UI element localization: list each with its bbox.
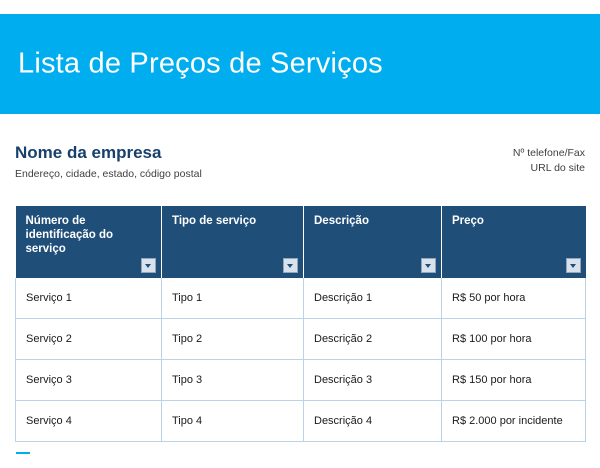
cell-service-id: Serviço 2 bbox=[16, 319, 162, 360]
company-website: URL do site bbox=[530, 162, 585, 174]
cell-description: Descrição 3 bbox=[304, 360, 442, 401]
cell-price: R$ 100 por hora bbox=[442, 319, 586, 360]
company-name: Nome da empresa bbox=[15, 143, 162, 162]
cell-description: Descrição 1 bbox=[304, 278, 442, 319]
cell-service-type: Tipo 3 bbox=[162, 360, 304, 401]
table-header-row bbox=[16, 206, 586, 278]
column-header-service-id-label: Número de identificação do serviço bbox=[25, 215, 114, 255]
company-info-right bbox=[513, 143, 585, 176]
company-info-left bbox=[15, 143, 202, 181]
cell-service-type: Tipo 4 bbox=[162, 401, 304, 442]
cell-price: R$ 150 por hora bbox=[442, 360, 586, 401]
table-header bbox=[16, 206, 586, 278]
cell-service-type: Tipo 1 bbox=[162, 278, 304, 319]
cell-service-type: Tipo 2 bbox=[162, 319, 304, 360]
table-row[interactable] bbox=[16, 401, 586, 442]
column-header-service-type-label: Tipo de serviço bbox=[172, 215, 257, 227]
column-header-description-label: Descrição bbox=[314, 215, 369, 227]
cell-price: R$ 50 por hora bbox=[442, 278, 586, 319]
footer-accent-bar bbox=[16, 452, 30, 454]
column-header-service-id[interactable] bbox=[16, 206, 162, 278]
cell-service-id: Serviço 1 bbox=[16, 278, 162, 319]
table-row[interactable] bbox=[16, 360, 586, 401]
column-header-price[interactable] bbox=[442, 206, 586, 278]
table-row[interactable] bbox=[16, 278, 586, 319]
filter-dropdown-icon[interactable] bbox=[141, 258, 156, 273]
cell-description: Descrição 4 bbox=[304, 401, 442, 442]
company-info bbox=[15, 143, 585, 181]
column-header-service-type[interactable] bbox=[162, 206, 304, 278]
column-header-description[interactable] bbox=[304, 206, 442, 278]
cell-service-id: Serviço 3 bbox=[16, 360, 162, 401]
company-address: Endereço, cidade, estado, código postal bbox=[15, 168, 202, 180]
table-row[interactable] bbox=[16, 319, 586, 360]
cell-description: Descrição 2 bbox=[304, 319, 442, 360]
company-phone: Nº telefone/Fax bbox=[512, 147, 585, 159]
page-title: Lista de Preços de Serviços bbox=[18, 47, 383, 80]
column-header-price-label: Preço bbox=[452, 215, 484, 227]
filter-dropdown-icon[interactable] bbox=[566, 258, 581, 273]
table-body bbox=[16, 278, 586, 442]
service-price-table bbox=[15, 206, 586, 442]
cell-service-id: Serviço 4 bbox=[16, 401, 162, 442]
filter-dropdown-icon[interactable] bbox=[283, 258, 298, 273]
cell-price: R$ 2.000 por incidente bbox=[442, 401, 586, 442]
filter-dropdown-icon[interactable] bbox=[421, 258, 436, 273]
header-banner bbox=[0, 14, 600, 114]
